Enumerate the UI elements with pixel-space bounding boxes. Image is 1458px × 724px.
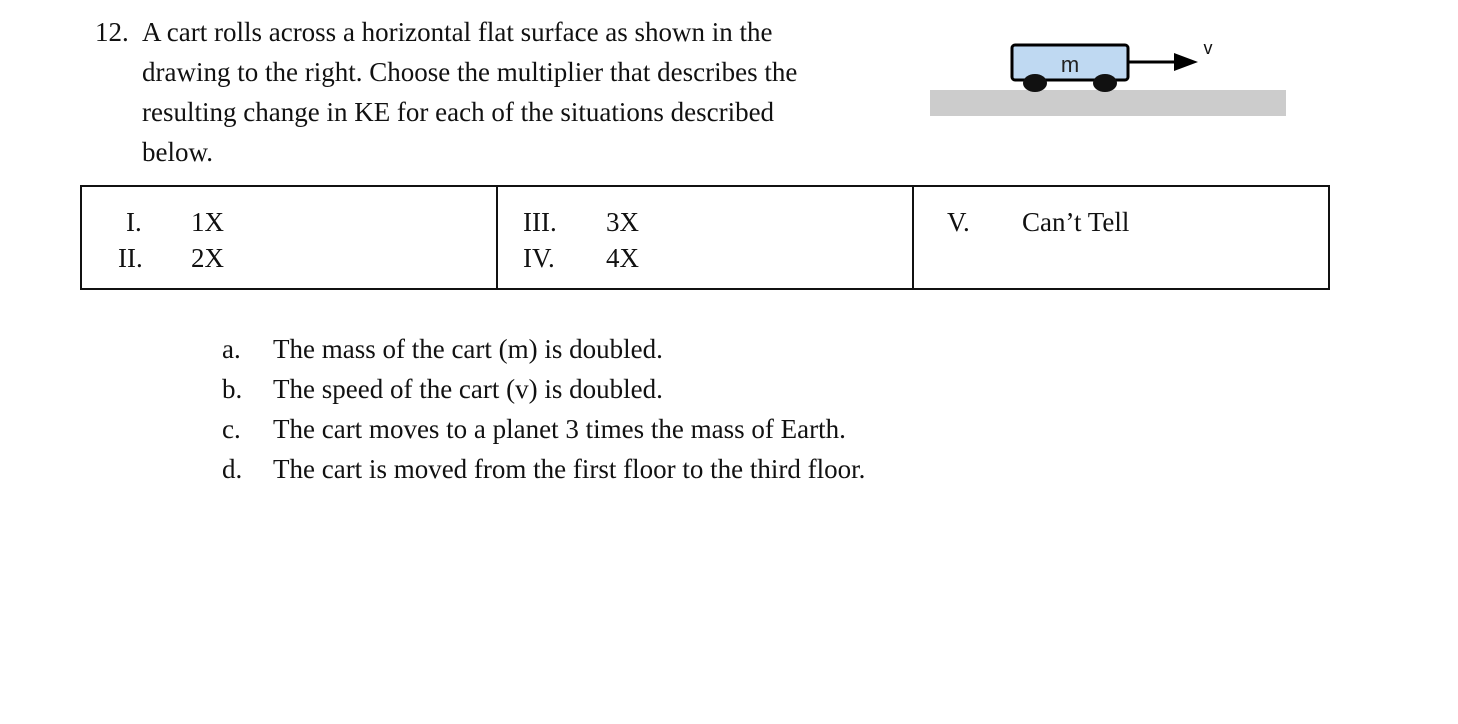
situation-text: The mass of the cart (m) is doubled. [273,334,663,364]
choice-item [82,204,496,240]
choice-multiplier: 3X [606,207,639,237]
velocity-label: v [1203,38,1213,58]
choice-item [498,204,912,240]
situation-text: The cart moves to a planet 3 times the mass of Earth. [273,414,846,444]
choice-cell [81,186,497,289]
cart-diagram [928,30,1288,120]
question-line: resulting change in KE for each of the situations described [142,97,775,127]
situation-letter: a. [222,334,241,364]
situation-letter: c. [222,414,241,444]
question-block [95,12,885,172]
choice-multiplier: Can’t Tell [1022,207,1130,237]
situation-text: The cart is moved from the first floor to the third floor. [273,454,866,484]
question-line: A cart rolls across a horizontal flat surface as shown in the [142,17,773,47]
choice-numeral: V. [947,207,970,237]
choice-item [914,204,1328,240]
question-line: drawing to the right. Choose the multiplier that describes the [142,57,798,87]
mass-label: m [1060,52,1080,77]
choice-numeral: IV. [523,243,555,273]
multiplier-choices-table [80,185,1330,290]
situation-letter: d. [222,454,243,484]
cart-wheel-right [1093,74,1117,92]
choice-numeral: I. [126,207,142,237]
choice-multiplier: 4X [606,243,639,273]
situation-letter: b. [222,374,243,404]
question-number: 12. [95,17,129,47]
choice-cell [913,186,1329,289]
choice-item [498,240,912,276]
choice-multiplier: 2X [191,243,224,273]
flat-surface [930,90,1286,116]
choice-multiplier: 1X [191,207,224,237]
choice-cell [497,186,913,289]
choice-numeral: III. [523,207,557,237]
situation-text: The speed of the cart (v) is doubled. [273,374,663,404]
choice-numeral: II. [118,243,143,273]
choice-item [82,240,496,276]
question-line: below. [142,137,213,167]
cart-wheel-left [1023,74,1047,92]
velocity-arrow-head [1174,53,1198,71]
